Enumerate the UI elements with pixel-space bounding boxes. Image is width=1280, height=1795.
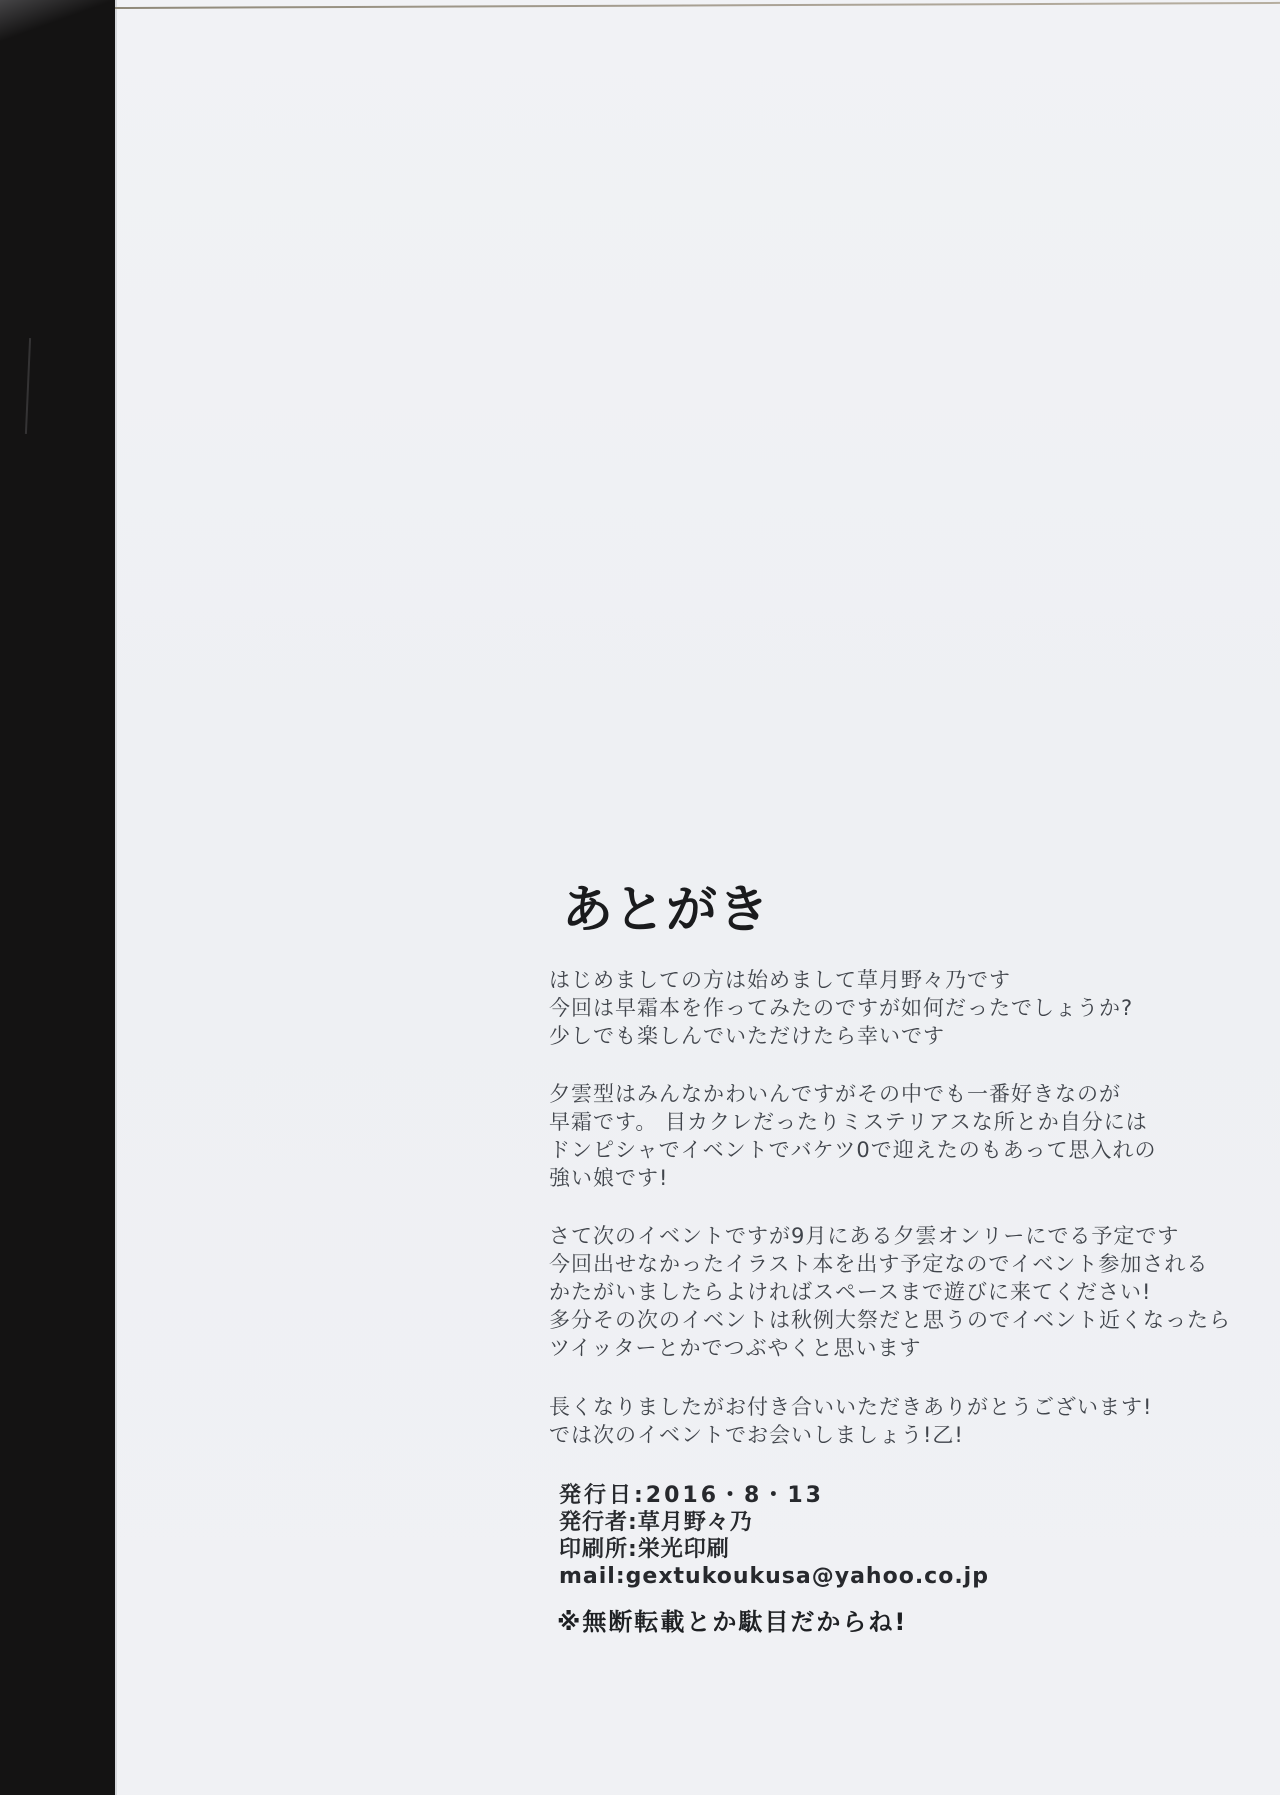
paragraph-line: はじめましての方は始めまして草月野々乃です [549,968,1011,992]
paragraph-line: かたがいましたらよければスペースまで遊びに来てください! [549,1280,1152,1304]
paragraph-line: 今回出せなかったイラスト本を出す予定なのでイベント参加される [549,1252,1209,1276]
no-reproduction-notice: ※無断転載とか駄目だからね! [557,1608,908,1636]
colophon-email: mail:gextukoukusa@yahoo.co.jp [559,1564,989,1589]
paragraph-line: 少しでも楽しんでいただけたら幸いです [549,1024,945,1048]
afterword-paragraph-greeting [549,966,1133,1050]
colophon-printer: 印刷所:栄光印刷 [559,1537,730,1562]
paragraph-line: 強い娘です! [549,1166,669,1190]
paragraph-line: 長くなりましたがお付き合いいただきありがとうございます! [549,1395,1153,1419]
paragraph-line: さて次のイベントですが9月にある夕雲オンリーにでる予定です [549,1224,1180,1248]
afterword-paragraph-closing [549,1393,1152,1449]
page-paper [115,0,1280,1795]
colophon [559,1482,989,1590]
paragraph-line: 今回は早霜本を作ってみたのですが如何だったでしょうか? [549,996,1134,1020]
paragraph-line: 夕雲型はみんなかわいんですがその中でも一番好きなのが [549,1082,1121,1106]
paragraph-line: 多分その次のイベントは秋例大祭だと思うのでイベント近くなったら [549,1308,1231,1332]
afterword-paragraph-favorite-character [549,1080,1157,1192]
afterword-title: あとがき [562,881,771,940]
spine-highlight [0,0,115,220]
afterword-paragraph-next-event [549,1222,1231,1362]
colophon-publication-date: 発行日:2016・8・13 [559,1483,824,1508]
paragraph-line: ツイッターとかでつぶやくと思います [549,1336,922,1360]
spine-scratch-mark [25,338,31,434]
book-spine-binding [0,0,115,1795]
paper-top-edge [115,2,1280,9]
paragraph-line: ドンピシャでイベントでバケツ0で迎えたのもあって思入れの [549,1138,1157,1162]
paragraph-line: 早霜です。 目カクレだったりミステリアスな所とか自分には [549,1110,1148,1134]
paragraph-line: では次のイベントでお会いしましょう!乙! [549,1423,964,1447]
colophon-publisher: 発行者:草月野々乃 [559,1510,753,1535]
